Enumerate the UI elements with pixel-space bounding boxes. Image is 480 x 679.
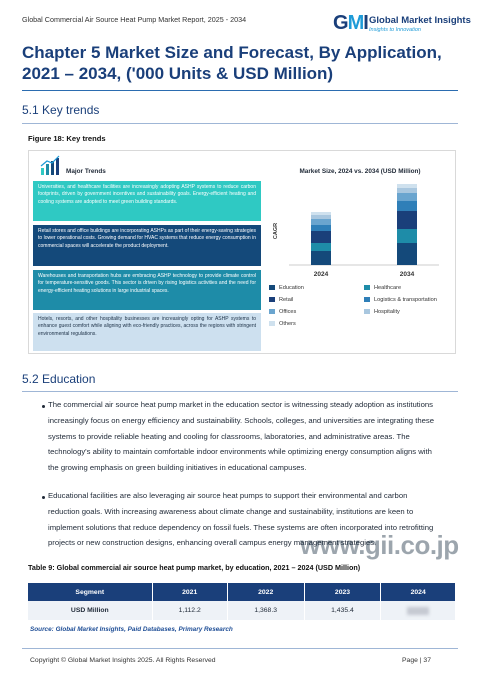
bar-2024-others <box>311 212 331 215</box>
footer-copyright: Copyright © Global Market Insights 2025. All Rights Reserved <box>30 657 216 664</box>
legend-item <box>269 309 296 315</box>
key-trends-figure <box>28 150 456 354</box>
bar-2034-hospitality <box>397 188 417 193</box>
table-header: 2021 <box>152 583 227 601</box>
section-heading-key-trends: 5.1 Key trends <box>22 103 100 117</box>
bar-2034-offices <box>397 193 417 201</box>
table-cell: 1,368.3 <box>227 601 304 620</box>
education-bullet-1-line: increasingly focus on energy efficiency and sustainability. Schools, colleges, and universities are integrating these <box>48 415 435 425</box>
report-title: Global Commercial Air Source Heat Pump Market Report, 2025 - 2034 <box>22 15 247 24</box>
bullet-dot <box>42 405 45 408</box>
bar-2024-logistics-transportation <box>311 225 331 231</box>
legend-swatch <box>364 309 370 314</box>
section-divider-2 <box>22 391 458 392</box>
bar-chart-icon <box>39 155 61 177</box>
education-bullet-1-line: The commercial air source heat pump market in the education sector is witnessing steady adoption as institutions <box>48 400 433 409</box>
legend-label: Offices <box>279 309 297 315</box>
table-header-row <box>28 583 456 601</box>
bar-2034-logistics-transportation <box>397 201 417 211</box>
logo-name: Global Market Insights <box>369 15 471 26</box>
chapter-divider <box>22 90 458 91</box>
trend-box-3: Warehouses and transportation hubs are embracing ASHP technology to provide climate control for temperature-sensitive goods. This sector is driven by rising logistics activities and the need for energy-efficient heating solutions in large industrial spaces. <box>33 270 261 310</box>
logo-tagline: Insights to Innovation <box>369 27 421 33</box>
education-bullet-2-line: Educational facilities are also leveraging air source heat pumps to support their environmental and carbon <box>48 491 408 500</box>
market-size-chart <box>269 181 451 281</box>
legend-label: Healthcare <box>374 285 402 291</box>
legend-swatch <box>269 297 275 302</box>
legend-swatch <box>269 309 275 314</box>
legend-label: Logistics & transportation <box>374 297 437 303</box>
bar-2024-healthcare <box>311 243 331 251</box>
education-bullet-2-line: projects or new construction designs, enhancing overall campus energy management strategies. <box>48 538 377 548</box>
table-cell: 1,435.4 <box>304 601 381 620</box>
bar-2034-education <box>397 243 417 265</box>
education-market-table <box>28 583 456 620</box>
education-bullet-2-line: implement solutions that reduce dependency on fossil fuels. These systems are often incorporated into retrofitting <box>48 522 434 532</box>
legend-item <box>269 285 304 291</box>
legend-label: Retail <box>279 297 294 303</box>
legend-swatch <box>269 321 275 326</box>
legend-item <box>269 321 296 327</box>
bar-2024-offices <box>311 219 331 225</box>
major-trends-label: Major Trends <box>66 168 106 175</box>
bar-2034-others <box>397 184 417 188</box>
legend-item <box>364 309 400 315</box>
x-tick-label: 2024 <box>313 271 329 278</box>
chart-title: Market Size, 2024 vs. 2034 (USD Million) <box>299 168 421 175</box>
source-note: Source: Global Market Insights, Paid Databases, Primary Research <box>30 626 233 633</box>
education-bullet-1-line: systems to provide reliable heating and cooling for classrooms, laboratories, and administrative areas. The <box>48 431 410 441</box>
table-cell: 1,112.2 <box>152 601 227 620</box>
x-tick-label: 2034 <box>399 271 415 278</box>
bar-2024-hospitality <box>311 215 331 219</box>
education-bullet-2-line: reduction goals. With increasing awareness about climate change and sustainability, institutions are keen to <box>48 506 414 516</box>
legend-label: Education <box>279 285 304 291</box>
education-bullet-1-line: the growing emphasis on green building initiatives in educational campuses. <box>48 463 307 473</box>
table-cell-redacted <box>381 601 456 620</box>
chapter-title: Chapter 5 Market Size and Forecast, By Application, 2021 – 2034, ('000 Units & USD Million) <box>22 43 442 83</box>
legend-swatch <box>364 285 370 290</box>
bar-2024-education <box>311 251 331 265</box>
watermark: www.gii.co.jp <box>300 530 459 560</box>
figure-caption: Figure 18: Key trends <box>28 134 106 143</box>
trend-box-4: Hotels, resorts, and other hospitality businesses are increasingly opting for ASHP systems to enhance guest comfort while aligning with eco-friendly practices, across the regions with stringent environmental regulations. <box>33 313 261 351</box>
legend-swatch <box>269 285 275 290</box>
table-header: 2024 <box>381 583 456 601</box>
education-bullet-1-line: technology's ability to maintain comfortable indoor environments while optimizing energy consumption aligns with <box>48 447 432 457</box>
table-header: 2023 <box>304 583 381 601</box>
legend-item <box>364 297 437 303</box>
table-header: 2022 <box>227 583 304 601</box>
y-axis-label: CAGR <box>273 222 279 240</box>
footer-page-number: Page | 37 <box>402 657 431 664</box>
bar-2034-healthcare <box>397 229 417 243</box>
trend-box-1: Universities, and healthcare facilities are increasingly adopting ASHP systems to reduce carbon footprints, driven by government incentives and sustainability goals. Energy-efficient heating and cooling systems are adopted to meet green building standards. <box>33 181 261 221</box>
bar-2034-retail <box>397 211 417 229</box>
logo-mark: GMI <box>333 12 368 34</box>
table-caption: Table 9: Global commercial air source heat pump market, by education, 2021 – 2024 (USD Million) <box>28 563 361 572</box>
legend-item <box>269 297 293 303</box>
legend-label: Others <box>279 321 296 327</box>
section-heading-education: 5.2 Education <box>22 372 96 386</box>
bar-2024-retail <box>311 231 331 243</box>
table-row <box>28 601 456 620</box>
table-cell: USD Million <box>28 601 152 620</box>
company-logo <box>333 12 471 38</box>
table-header: Segment <box>28 583 152 601</box>
trend-box-2: Retail stores and office buildings are incorporating ASHPs as part of their energy-saving strategies to lower operational costs. Growing demand for HVAC systems that reduce energy consumption in commercial spaces will accelerate the product deployment. <box>33 225 261 266</box>
legend-item <box>364 285 401 291</box>
legend-label: Hospitality <box>374 309 400 315</box>
bullet-dot <box>42 496 45 499</box>
footer-divider <box>22 648 458 649</box>
section-divider <box>22 123 458 124</box>
legend-swatch <box>364 297 370 302</box>
